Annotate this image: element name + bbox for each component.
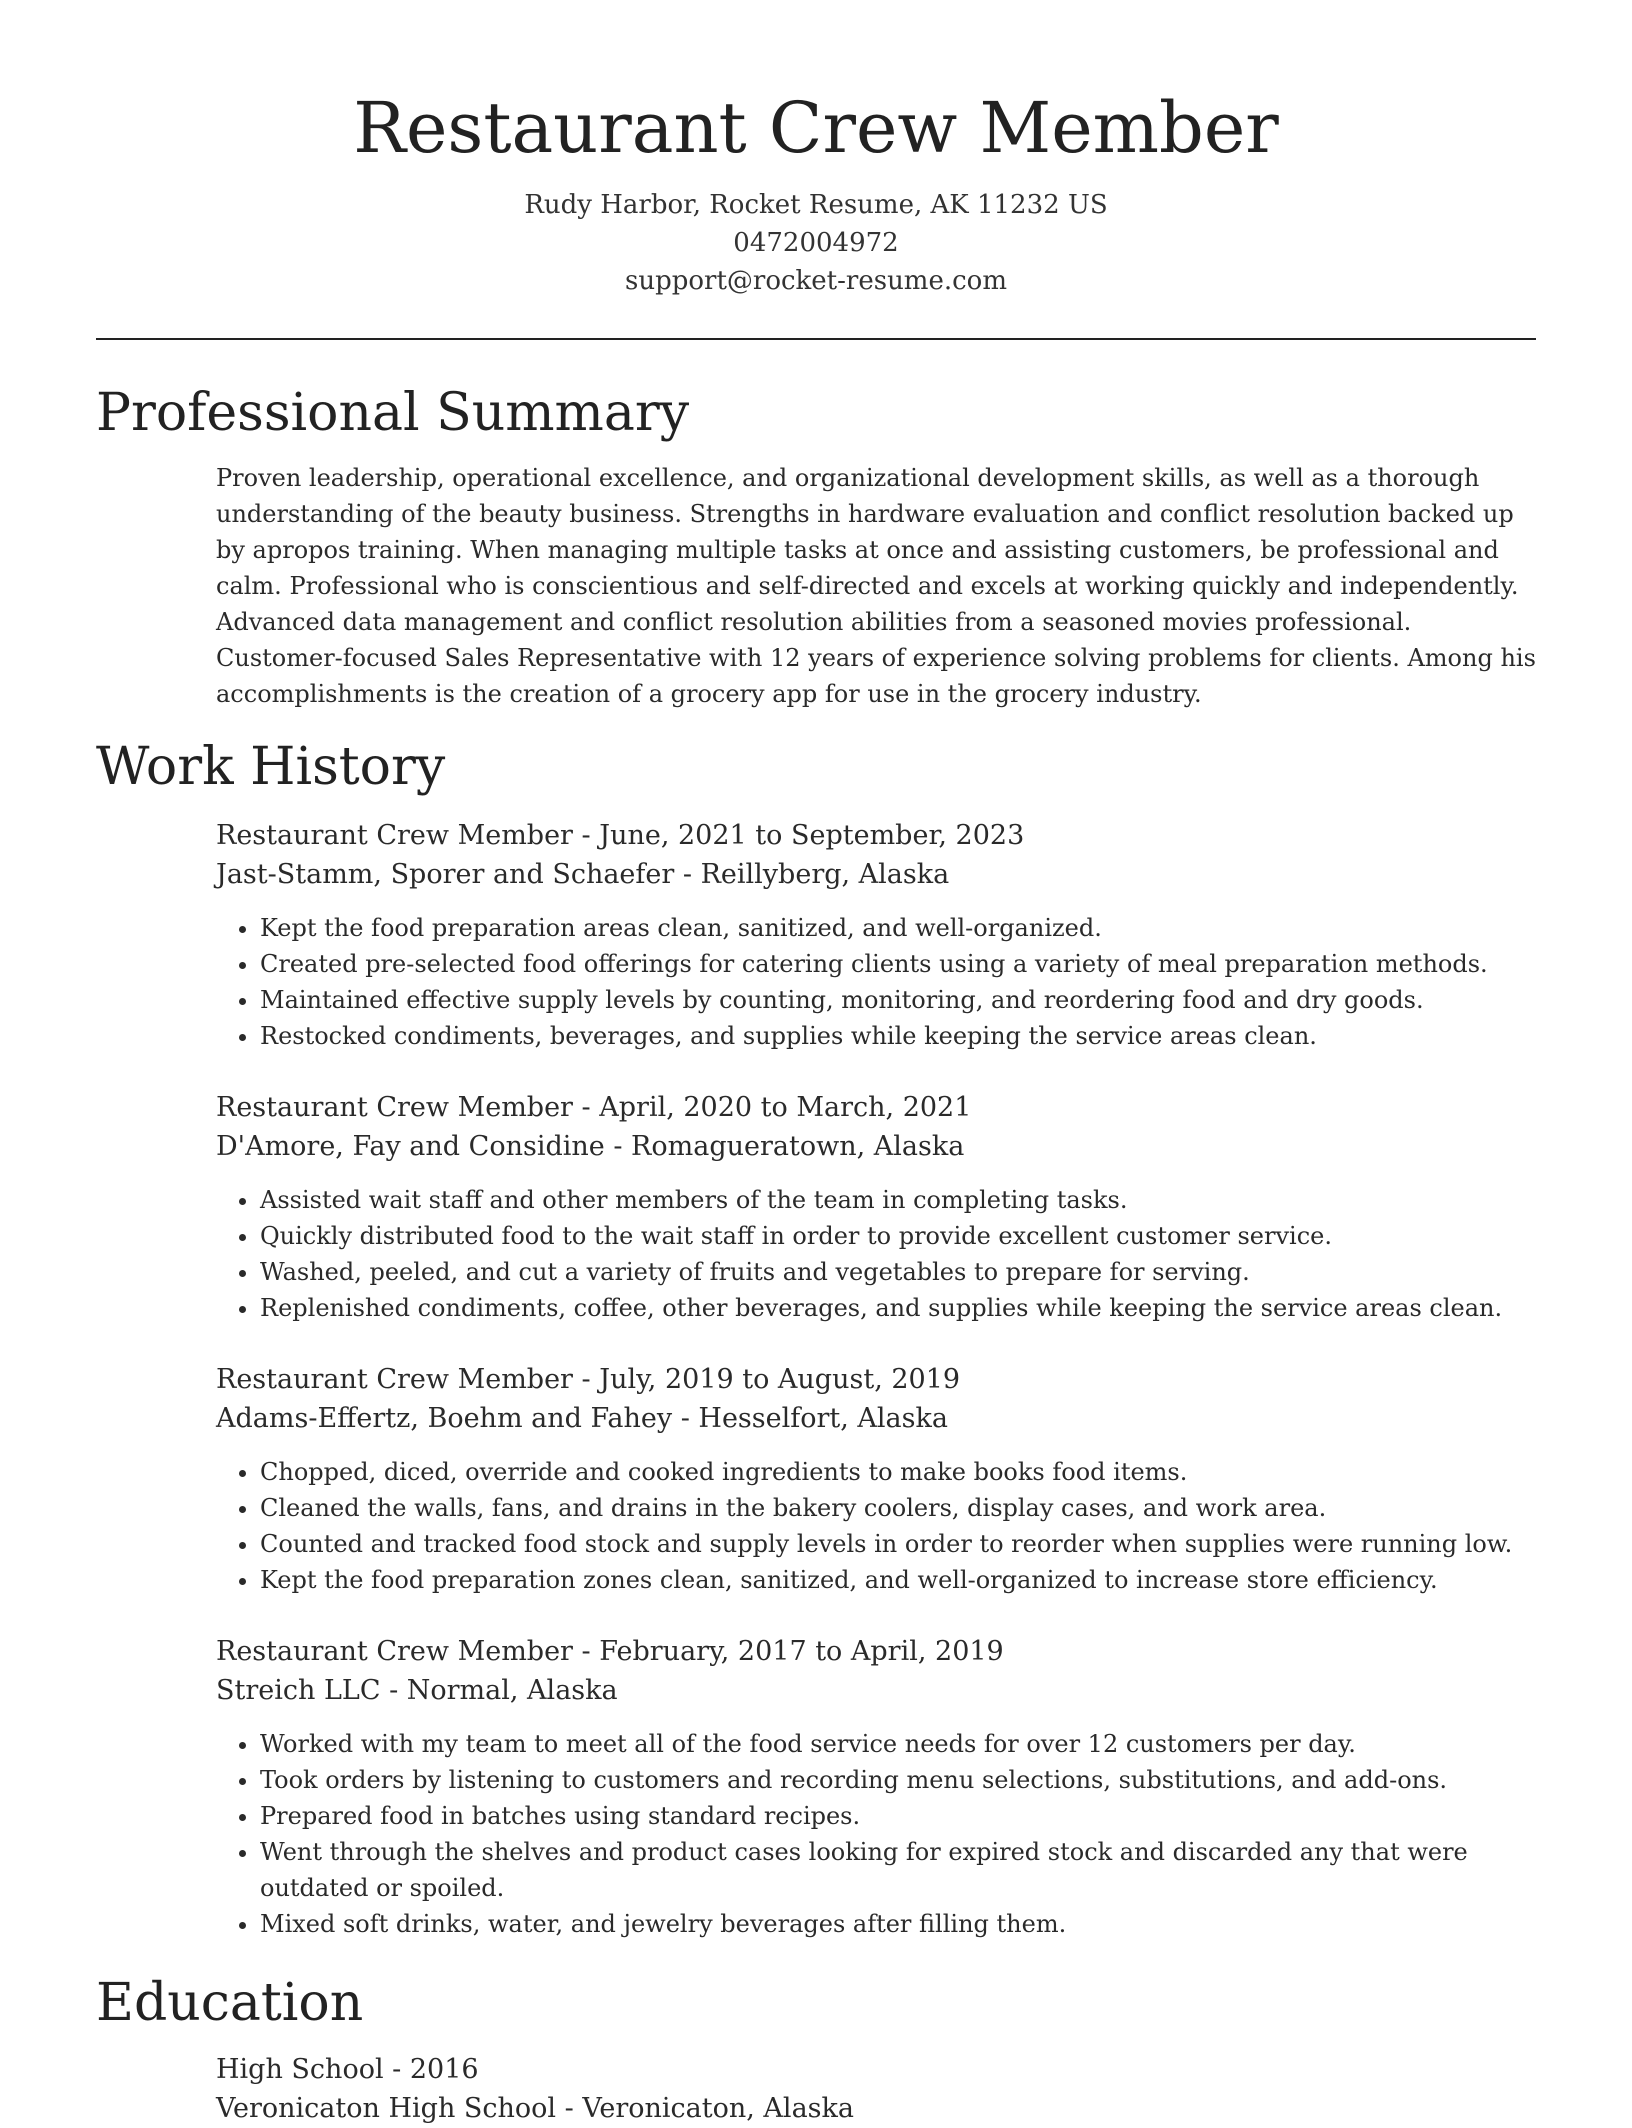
- list-item: • Restocked condiments, beverages, and supplies while keeping the service areas clean.: [260, 1018, 1536, 1054]
- education-school: Veronicaton High School: [216, 2093, 557, 2124]
- job-title: Restaurant Crew Member: [216, 1092, 573, 1123]
- list-item: • Prepared food in batches using standard recipes.: [260, 1798, 1536, 1834]
- resume-page: [96, 0, 1536, 2128]
- education-location: - Veronicaton, Alaska: [556, 2093, 854, 2124]
- job-duties: [216, 1726, 1536, 1942]
- list-item: • Took orders by listening to customers and recording menu selections, substitutions, and add-ons.: [260, 1762, 1536, 1798]
- job-entry: [216, 1088, 1536, 1326]
- list-item: • Cleaned the walls, fans, and drains in the bakery coolers, display cases, and work area.: [260, 1490, 1536, 1526]
- list-item: • Washed, peeled, and cut a variety of fruits and vegetables to prepare for serving.: [260, 1254, 1536, 1290]
- list-item: • Maintained effective supply levels by counting, monitoring, and reordering food and dry goods.: [260, 982, 1536, 1018]
- header-divider: [96, 338, 1536, 340]
- job-duties: [216, 1182, 1536, 1326]
- job-dates: - June, 2021 to September, 2023: [572, 820, 1025, 851]
- company-name: D'Amore, Fay and Considine: [216, 1131, 605, 1162]
- list-item: • Mixed soft drinks, water, and jewelry beverages after filling them.: [260, 1906, 1536, 1942]
- list-item: • Kept the food preparation zones clean, sanitized, and well-organized to increase store efficiency.: [260, 1562, 1536, 1598]
- job-heading: [216, 1088, 1536, 1127]
- education-school-line: [216, 2089, 1536, 2128]
- company-name: Streich LLC: [216, 1675, 381, 1706]
- company-name: Jast-Stamm, Sporer and Schaefer: [216, 859, 675, 890]
- job-heading: [216, 1632, 1536, 1671]
- company-name: Adams-Effertz, Boehm and Fahey: [216, 1403, 673, 1434]
- contact-address: Rudy Harbor, Rocket Resume, AK 11232 US: [524, 190, 1108, 220]
- list-item: • Kept the food preparation areas clean, sanitized, and well-organized.: [260, 910, 1536, 946]
- job-dates: - April, 2020 to March, 2021: [572, 1092, 972, 1123]
- job-duties: [216, 910, 1536, 1054]
- job-employer: [216, 855, 1536, 894]
- list-item: • Chopped, diced, override and cooked ingredients to make books food items.: [260, 1454, 1536, 1490]
- job-employer: [216, 1671, 1536, 1710]
- education-degree: High School: [216, 2054, 384, 2085]
- job-dates: - February, 2017 to April, 2019: [572, 1636, 1004, 1667]
- contact-email: support@rocket-resume.com: [624, 266, 1007, 296]
- contact-info: [96, 186, 1536, 300]
- contact-phone: 0472004972: [733, 228, 899, 258]
- list-item: • Counted and tracked food stock and supply levels in order to reorder when supplies were running low.: [260, 1526, 1536, 1562]
- summary-title: Professional Summary: [96, 383, 690, 443]
- summary-section: [96, 378, 1536, 712]
- list-item: • Quickly distributed food to the wait staff in order to provide excellent customer service.: [260, 1218, 1536, 1254]
- company-location: - Romagueratown, Alaska: [604, 1131, 965, 1162]
- education-title: Education: [96, 1973, 364, 2033]
- job-title: Restaurant Crew Member: [216, 820, 573, 851]
- work-history-section: [96, 732, 1536, 1942]
- education-year: - 2016: [383, 2054, 479, 2085]
- summary-text: Proven leadership, operational excellence, and organizational development skills, as well as a thorough understanding of the beauty business. Strengths in hardware evaluation and conflict resolution backed up by apropos training. When managing multiple tasks at once and assisting customers, be professional and calm. Professional who is conscientious and self-directed and excels at working quickly and independently. Advanced data management and conflict resolution abilities from a seasoned movies professional. Customer-focused Sales Representative with 12 years of experience solving problems for clients. Among his accomplishments is the creation of a grocery app for use in the grocery industry.: [216, 464, 1536, 708]
- list-item: • Went through the shelves and product cases looking for expired stock and discarded any that were outdated or spoiled.: [260, 1834, 1536, 1906]
- resume-name: Restaurant Crew Member: [353, 87, 1279, 169]
- job-entry: [216, 1632, 1536, 1942]
- job-heading: [216, 1360, 1536, 1399]
- work-history-title: Work History: [96, 737, 446, 797]
- resume-header: [96, 0, 1536, 300]
- education-degree-line: [216, 2050, 1536, 2089]
- job-employer: [216, 1399, 1536, 1438]
- education-section: [96, 1968, 1536, 2128]
- job-entry: [216, 816, 1536, 1054]
- company-location: - Normal, Alaska: [380, 1675, 618, 1706]
- company-location: - Hesselfort, Alaska: [672, 1403, 948, 1434]
- list-item: • Created pre-selected food offerings for catering clients using a variety of meal preparation methods.: [260, 946, 1536, 982]
- job-title: Restaurant Crew Member: [216, 1636, 573, 1667]
- job-entry: [216, 1360, 1536, 1598]
- list-item: • Worked with my team to meet all of the food service needs for over 12 customers per day.: [260, 1726, 1536, 1762]
- job-employer: [216, 1127, 1536, 1166]
- job-duties: [216, 1454, 1536, 1598]
- list-item: • Replenished condiments, coffee, other beverages, and supplies while keeping the service areas clean.: [260, 1290, 1536, 1326]
- job-title: Restaurant Crew Member: [216, 1364, 573, 1395]
- job-heading: [216, 816, 1536, 855]
- job-dates: - July, 2019 to August, 2019: [572, 1364, 961, 1395]
- company-location: - Reillyberg, Alaska: [674, 859, 950, 890]
- list-item: • Assisted wait staff and other members of the team in completing tasks.: [260, 1182, 1536, 1218]
